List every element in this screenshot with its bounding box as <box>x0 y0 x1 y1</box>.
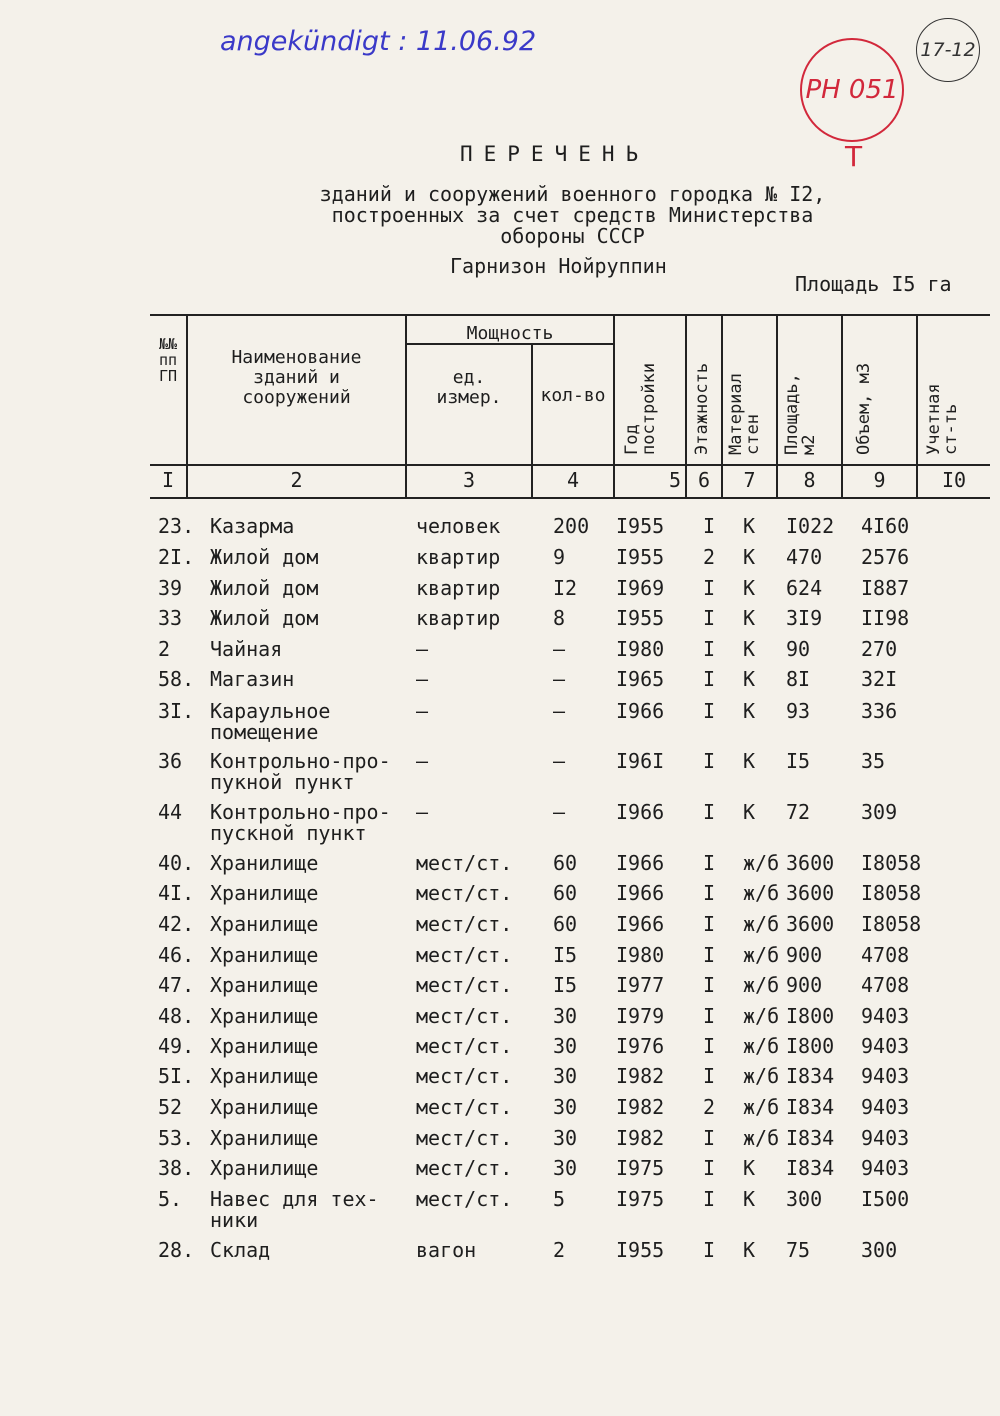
cell-material: К <box>743 637 756 661</box>
cell-number: 38. <box>158 1156 195 1180</box>
cell-material: К <box>743 545 756 569</box>
cell-name: Хранилище <box>210 1156 319 1180</box>
cell-area: 75 <box>786 1238 811 1262</box>
cell-unit: квартир <box>416 545 501 569</box>
cell-area: I800 <box>786 1034 835 1058</box>
cell-year: I980 <box>616 943 665 967</box>
cell-name: Жилой дом <box>210 606 319 630</box>
cell-number: 23. <box>158 514 195 538</box>
cell-floors: I <box>702 1187 716 1211</box>
cell-material: К <box>743 1156 756 1180</box>
cell-material: ж/б <box>743 1126 780 1150</box>
cell-year: I966 <box>616 851 665 875</box>
cell-name: Хранилище <box>210 973 319 997</box>
cell-volume: 9403 <box>861 1004 910 1028</box>
cell-number: 28. <box>158 1238 195 1262</box>
cell-number: 46. <box>158 943 195 967</box>
col-number: 8 <box>803 468 816 492</box>
cell-number: 2 <box>158 637 171 661</box>
cell-year: I966 <box>616 881 665 905</box>
cell-quantity: 60 <box>553 912 578 936</box>
cell-volume: 32I <box>861 667 898 691</box>
cell-unit: – <box>416 667 429 691</box>
col-number: 2 <box>290 468 303 492</box>
site-area: Площадь I5 га <box>795 272 952 296</box>
col-number: I <box>161 468 175 492</box>
document-subtitle: зданий и сооружений военного городка № I2, построенных за счет средств Министерства обороны СССР <box>319 182 826 248</box>
cell-volume: 309 <box>861 800 898 824</box>
header-col3: ед. измер. <box>436 367 502 408</box>
cell-name: Навес для тех- ники <box>210 1187 379 1232</box>
cell-floors: I <box>702 637 716 661</box>
archive-stamp <box>800 38 904 142</box>
cell-year: I969 <box>616 576 665 600</box>
cell-number: 44 <box>158 800 183 824</box>
cell-material: К <box>743 667 756 691</box>
cell-unit: вагон <box>416 1238 477 1262</box>
cell-area: I834 <box>786 1126 835 1150</box>
cell-quantity: 30 <box>553 1004 578 1028</box>
cell-year: I977 <box>616 973 665 997</box>
cell-name: Магазин <box>210 667 295 691</box>
cell-material: ж/б <box>743 851 780 875</box>
cell-area: 470 <box>786 545 823 569</box>
cell-material: К <box>743 606 756 630</box>
cell-volume: 270 <box>861 637 898 661</box>
cell-volume: 35 <box>861 749 886 773</box>
cell-volume: 300 <box>861 1238 898 1262</box>
cell-quantity: 60 <box>553 851 578 875</box>
cell-year: I982 <box>616 1095 665 1119</box>
cell-name: Казарма <box>210 514 295 538</box>
cell-quantity: 30 <box>553 1064 578 1088</box>
col-number: 5 <box>668 468 681 492</box>
cell-quantity: 30 <box>553 1095 578 1119</box>
cell-floors: I <box>702 514 716 538</box>
cell-area: 624 <box>786 576 823 600</box>
cell-material: К <box>743 699 756 723</box>
cell-name: Жилой дом <box>210 576 319 600</box>
header-col9: Объем, м3 <box>854 362 874 455</box>
cell-quantity: 200 <box>553 514 590 538</box>
cell-volume: 336 <box>861 699 898 723</box>
cell-number: 47. <box>158 973 195 997</box>
cell-volume: 4I60 <box>861 514 910 538</box>
cell-unit: – <box>416 749 429 773</box>
cell-area: I834 <box>786 1095 835 1119</box>
cell-year: I979 <box>616 1004 665 1028</box>
cell-area: I5 <box>786 749 811 773</box>
cell-volume: I887 <box>861 576 910 600</box>
cell-volume: 9403 <box>861 1034 910 1058</box>
table-top-border <box>150 314 990 316</box>
cell-floors: I <box>702 749 716 773</box>
cell-number: 2I. <box>158 545 195 569</box>
stamp-mark: T <box>845 140 863 173</box>
cell-area: 8I <box>786 667 811 691</box>
cell-year: I955 <box>616 514 665 538</box>
cell-quantity: – <box>553 667 566 691</box>
cell-unit: мест/ст. <box>416 1126 513 1150</box>
cell-material: К <box>743 576 756 600</box>
col-number: I0 <box>941 468 967 492</box>
cell-material: К <box>743 800 756 824</box>
cell-material: К <box>743 1238 756 1262</box>
cell-unit: мест/ст. <box>416 1064 513 1088</box>
page-number-circle <box>916 18 980 82</box>
cell-year: I966 <box>616 699 665 723</box>
cell-name: Склад <box>210 1238 271 1262</box>
cell-name: Хранилище <box>210 881 319 905</box>
cell-name: Хранилище <box>210 1095 319 1119</box>
cell-number: 48. <box>158 1004 195 1028</box>
cell-number: 42. <box>158 912 195 936</box>
cell-floors: I <box>702 1064 716 1088</box>
document-title: ПЕРЕЧЕНЬ <box>460 142 650 166</box>
cell-unit: мест/ст. <box>416 912 513 936</box>
cell-volume: 2576 <box>861 545 910 569</box>
cell-year: I955 <box>616 545 665 569</box>
cell-number: 39 <box>158 576 183 600</box>
cell-unit: – <box>416 800 429 824</box>
cell-material: К <box>743 749 756 773</box>
cell-name: Чайная <box>210 637 283 661</box>
cell-volume: I500 <box>861 1187 910 1211</box>
cell-quantity: I2 <box>553 576 578 600</box>
cell-year: I955 <box>616 1238 665 1262</box>
cell-name: Хранилище <box>210 912 319 936</box>
cell-year: I976 <box>616 1034 665 1058</box>
cell-area: 900 <box>786 973 823 997</box>
cell-floors: I <box>702 800 716 824</box>
cell-area: I022 <box>786 514 835 538</box>
cell-floors: I <box>702 606 716 630</box>
cell-floors: I <box>702 943 716 967</box>
cell-area: 3600 <box>786 881 835 905</box>
cell-floors: I <box>702 912 716 936</box>
header-col7: Материал стен <box>726 373 763 455</box>
garrison-name: Гарнизон Нойруппин <box>450 254 667 278</box>
cell-quantity: 30 <box>553 1156 578 1180</box>
cell-volume: 4708 <box>861 973 910 997</box>
cell-quantity: 60 <box>553 881 578 905</box>
header-col4: кол-во <box>540 385 606 406</box>
cell-volume: I8058 <box>861 851 922 875</box>
cell-floors: I <box>702 1238 716 1262</box>
cell-floors: I <box>702 1004 716 1028</box>
cell-floors: 2 <box>702 545 716 569</box>
cell-name: Контрольно-про- пускной пункт <box>210 800 391 845</box>
cell-area: 3600 <box>786 912 835 936</box>
cell-floors: I <box>702 973 716 997</box>
cell-quantity: 9 <box>553 545 566 569</box>
cell-number: 53. <box>158 1126 195 1150</box>
cell-unit: человек <box>416 514 501 538</box>
cell-area: 3I9 <box>786 606 823 630</box>
cell-floors: I <box>702 881 716 905</box>
cell-volume: II98 <box>861 606 910 630</box>
cell-floors: I <box>702 576 716 600</box>
cell-quantity: – <box>553 699 566 723</box>
cell-unit: мест/ст. <box>416 943 513 967</box>
cell-area: I834 <box>786 1156 835 1180</box>
cell-quantity: 30 <box>553 1126 578 1150</box>
cell-year: I980 <box>616 637 665 661</box>
stamp-code: PH 051 <box>805 75 899 105</box>
cell-unit: мест/ст. <box>416 1156 513 1180</box>
cell-material: К <box>743 1187 756 1211</box>
cell-floors: I <box>702 1034 716 1058</box>
cell-unit: мест/ст. <box>416 1095 513 1119</box>
cell-material: К <box>743 514 756 538</box>
cell-material: ж/б <box>743 1034 780 1058</box>
handwritten-note: angekündigt : 11.06.92 <box>220 26 537 57</box>
cell-quantity: 2 <box>553 1238 566 1262</box>
cell-number: 36 <box>158 749 183 773</box>
cell-year: I966 <box>616 912 665 936</box>
header-capacity: Мощность <box>466 323 554 344</box>
cell-area: 93 <box>786 699 811 723</box>
cell-floors: I <box>702 851 716 875</box>
cell-number: 5I. <box>158 1064 195 1088</box>
cell-material: ж/б <box>743 943 780 967</box>
cell-number: 40. <box>158 851 195 875</box>
col-number: 7 <box>743 468 756 492</box>
cell-quantity: I5 <box>553 973 578 997</box>
cell-name: Хранилище <box>210 943 319 967</box>
cell-material: ж/б <box>743 1004 780 1028</box>
cell-name: Контрольно-про- пукной пункт <box>210 749 391 794</box>
header-col10: Учетная ст-ть <box>924 383 961 455</box>
cell-unit: квартир <box>416 606 501 630</box>
cell-area: 300 <box>786 1187 823 1211</box>
cell-area: 72 <box>786 800 811 824</box>
cell-material: ж/б <box>743 1095 780 1119</box>
cell-quantity: 30 <box>553 1034 578 1058</box>
cell-number: 49. <box>158 1034 195 1058</box>
cell-number: 58. <box>158 667 195 691</box>
header-col1: №№ пп ГП <box>158 335 178 385</box>
cell-number: 33 <box>158 606 183 630</box>
header-col5: Год постройки <box>622 362 659 455</box>
cell-quantity: 8 <box>553 606 566 630</box>
col-number: 3 <box>462 468 476 492</box>
cell-area: I800 <box>786 1004 835 1028</box>
cell-name: Жилой дом <box>210 545 319 569</box>
header-col8: Площадь, м2 <box>782 373 819 455</box>
cell-material: ж/б <box>743 881 780 905</box>
cell-unit: мест/ст. <box>416 1034 513 1058</box>
cell-year: I982 <box>616 1064 665 1088</box>
cell-unit: мест/ст. <box>416 1187 513 1211</box>
cell-area: I834 <box>786 1064 835 1088</box>
cell-material: ж/б <box>743 1064 780 1088</box>
header-col2: Наименование зданий и сооружений <box>231 347 362 408</box>
cell-floors: I <box>702 1126 716 1150</box>
cell-floors: 2 <box>702 1095 716 1119</box>
cell-unit: мест/ст. <box>416 973 513 997</box>
cell-name: Хранилище <box>210 1064 319 1088</box>
cell-unit: – <box>416 637 429 661</box>
cell-quantity: 5 <box>553 1187 566 1211</box>
cell-year: I975 <box>616 1187 665 1211</box>
page-number: 17-12 <box>920 39 976 61</box>
cell-number: 4I. <box>158 881 195 905</box>
cell-name: Хранилище <box>210 1004 319 1028</box>
cell-year: I982 <box>616 1126 665 1150</box>
cell-number: 3I. <box>158 699 195 723</box>
cell-year: I96I <box>616 749 665 773</box>
cell-number: 52 <box>158 1095 183 1119</box>
cell-unit: квартир <box>416 576 501 600</box>
header-bottom-border <box>150 464 990 466</box>
cell-name: Караульное помещение <box>210 699 331 744</box>
cell-unit: – <box>416 699 429 723</box>
cell-unit: мест/ст. <box>416 851 513 875</box>
cell-name: Хранилище <box>210 1034 319 1058</box>
header-col6: Этажность <box>692 362 712 455</box>
cell-year: I955 <box>616 606 665 630</box>
cell-volume: I8058 <box>861 881 922 905</box>
cell-unit: мест/ст. <box>416 1004 513 1028</box>
cell-quantity: – <box>553 637 566 661</box>
cell-name: Хранилище <box>210 1126 319 1150</box>
col-number: 9 <box>873 468 886 492</box>
col-number: 4 <box>566 468 580 492</box>
table-header-end-border <box>150 497 990 499</box>
cell-number: 5. <box>158 1187 183 1211</box>
cell-floors: I <box>702 1156 716 1180</box>
cell-volume: 9403 <box>861 1095 910 1119</box>
cell-year: I975 <box>616 1156 665 1180</box>
col-number: 6 <box>697 468 711 492</box>
cell-area: 90 <box>786 637 811 661</box>
cell-floors: I <box>702 699 716 723</box>
cell-volume: I8058 <box>861 912 922 936</box>
cell-quantity: – <box>553 800 566 824</box>
cell-quantity: I5 <box>553 943 578 967</box>
cell-year: I966 <box>616 800 665 824</box>
cell-unit: мест/ст. <box>416 881 513 905</box>
cell-area: 900 <box>786 943 823 967</box>
cell-material: ж/б <box>743 973 780 997</box>
cell-volume: 9403 <box>861 1064 910 1088</box>
cell-volume: 9403 <box>861 1126 910 1150</box>
cell-volume: 9403 <box>861 1156 910 1180</box>
cell-floors: I <box>702 667 716 691</box>
cell-quantity: – <box>553 749 566 773</box>
cell-area: 3600 <box>786 851 835 875</box>
cell-material: ж/б <box>743 912 780 936</box>
cell-volume: 4708 <box>861 943 910 967</box>
cell-year: I965 <box>616 667 665 691</box>
cell-name: Хранилище <box>210 851 319 875</box>
